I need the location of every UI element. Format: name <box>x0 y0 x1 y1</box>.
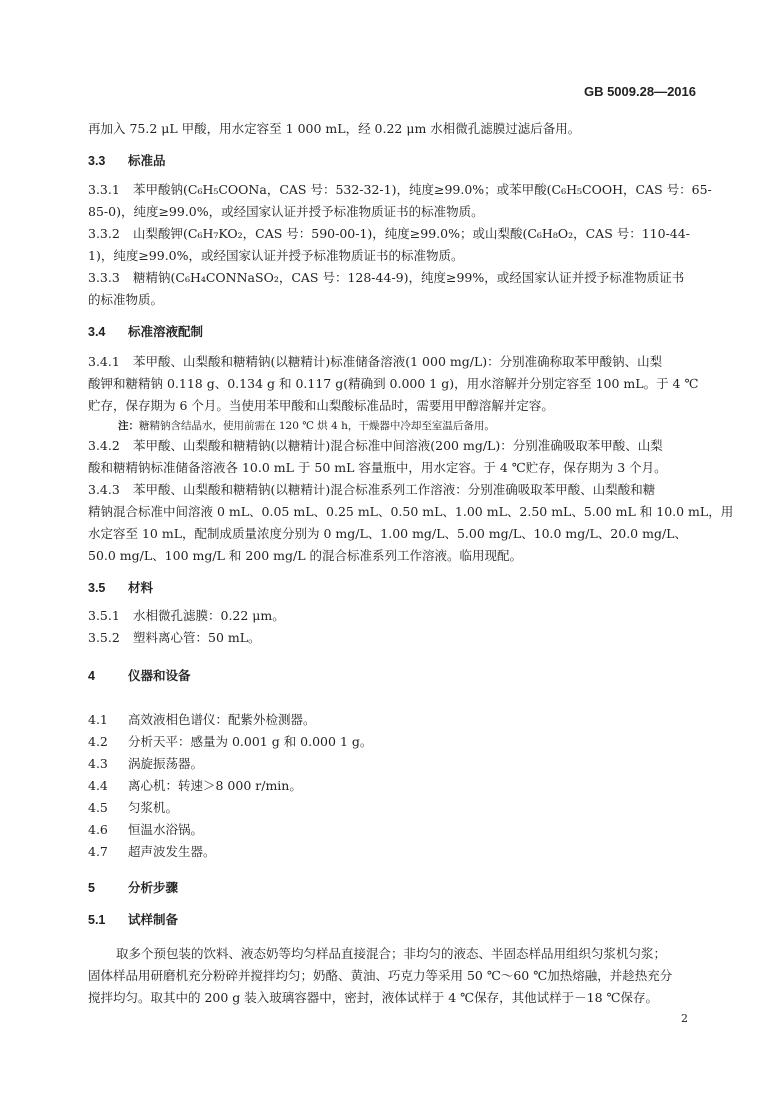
clause-3-4-1-cont: 贮存，保存期为 6 个月。当使用苯甲酸和山梨酸标准品时，需要用甲醇溶解并定容。 <box>88 398 554 413</box>
clause-3-4-1: 3.4.1 苯甲酸、山梨酸和糖精钠(以糖精计)标准储备溶液(1 000 mg/L)：分别准确称取苯甲酸钠、山梨 <box>88 354 663 369</box>
section-heading-4: 4 仪器和设备 <box>88 669 191 683</box>
item-4-4: 4.4 离心机：转速＞8 000 r/min。 <box>88 778 302 793</box>
page-number: 2 <box>681 1012 688 1025</box>
section-heading-3-5: 3.5 材料 <box>88 581 154 595</box>
paragraph-5-1: 取多个预包装的饮料、液态奶等均匀样品直接混合；非均匀的液态、半固态样品用组织匀浆机匀浆； <box>116 946 667 961</box>
clause-3-4-3: 3.4.3 苯甲酸、山梨酸和糖精钠(以糖精计)混合标准系列工作溶液：分别准确吸取苯甲酸、山梨酸和糖 <box>88 482 656 497</box>
clause-3-5-1: 3.5.1 水相微孔滤膜：0.22 μm。 <box>88 608 285 623</box>
clause-3-4-3-cont: 水定容至 10 mL，配制成质量浓度分别为 0 mg/L、1.00 mg/L、5.00 mg/L、10.0 mg/L、20.0 mg/L、 <box>88 526 687 541</box>
note: 注：糖精钠含结晶水，使用前需在 120 ℃ 烘 4 h，干燥器中冷却至室温后备用。 <box>118 420 495 432</box>
item-4-5: 4.5 匀浆机。 <box>88 800 179 815</box>
item-4-1: 4.1 高效液相色谱仪：配紫外检测器。 <box>88 712 316 727</box>
paragraph-5-1-cont: 固体样品用研磨机充分粉碎并搅拌均匀；奶酪、黄油、巧克力等采用 50 ℃～60 ℃加热熔融，并趁热充分 <box>88 968 673 983</box>
section-heading-3-3: 3.3 标准品 <box>88 154 166 168</box>
clause-3-4-2: 3.4.2 苯甲酸、山梨酸和糖精钠(以糖精计)混合标准中间溶液(200 mg/L)：分别准确吸取苯甲酸、山梨 <box>88 438 663 453</box>
item-4-7: 4.7 超声波发生器。 <box>88 844 216 859</box>
clause-3-4-1-cont: 酸钾和糖精钠 0.118 g、0.134 g 和 0.117 g(精确到 0.000 1 g)，用水溶解并分别定容至 100 mL。于 4 ℃ <box>88 376 699 391</box>
clause-3-5-2: 3.5.2 塑料离心管：50 mL。 <box>88 630 261 645</box>
section-heading-3-4: 3.4 标准溶液配制 <box>88 325 204 339</box>
section-heading-5: 5 分析步骤 <box>88 881 179 895</box>
standard-code-header: GB 5009.28—2016 <box>583 84 696 99</box>
paragraph-5-1-cont: 搅拌均匀。取其中的 200 g 装入玻璃容器中，密封，液体试样于 4 ℃保存，其他试样于－18 ℃保存。 <box>88 990 659 1005</box>
clause-3-3-2-cont: 1)，纯度≥99.0%，或经国家认证并授予标准物质证书的标准物质。 <box>88 248 464 263</box>
clause-3-3-3: 3.3.3 糖精钠(C₆H₄CONNaSO₂，CAS 号：128-44-9)，纯度≥99%，或经国家认证并授予标准物质证书 <box>88 270 685 285</box>
clause-3-3-3-cont: 的标准物质。 <box>88 292 164 307</box>
paragraph-line: 再加入 75.2 μL 甲酸，用水定容至 1 000 mL，经 0.22 μm 水相微孔滤膜过滤后备用。 <box>88 121 581 136</box>
clause-3-4-2-cont: 酸和糖精钠标准储备溶液各 10.0 mL 于 50 mL 容量瓶中，用水定容。于 4 ℃贮存，保存期为 3 个月。 <box>88 460 667 475</box>
clause-3-3-2: 3.3.2 山梨酸钾(C₆H₇KO₂，CAS 号：590-00-1)，纯度≥99.0%；或山梨酸(C₆H₈O₂，CAS 号：110-44- <box>88 226 690 241</box>
clause-3-3-1-cont: 85-0)，纯度≥99.0%，或经国家认证并授予标准物质证书的标准物质。 <box>88 204 484 219</box>
clause-3-4-3-cont: 50.0 mg/L、100 mg/L 和 200 mg/L 的混合标准系列工作溶液。临用现配。 <box>88 548 522 563</box>
item-4-6: 4.6 恒温水浴锅。 <box>88 822 204 837</box>
section-heading-5-1: 5.1 试样制备 <box>88 913 179 927</box>
clause-3-4-3-cont: 精钠混合标准中间溶液 0 mL、0.05 mL、0.25 mL、0.50 mL、1.00 mL、2.50 mL、5.00 mL 和 10.0 mL，用 <box>88 504 734 519</box>
item-4-2: 4.2 分析天平：感量为 0.001 g 和 0.000 1 g。 <box>88 734 373 749</box>
item-4-3: 4.3 涡旋振荡器。 <box>88 756 204 771</box>
clause-3-3-1: 3.3.1 苯甲酸钠(C₆H₅COONa，CAS 号：532-32-1)，纯度≥99.0%；或苯甲酸(C₆H₅COOH，CAS 号：65- <box>88 182 712 197</box>
